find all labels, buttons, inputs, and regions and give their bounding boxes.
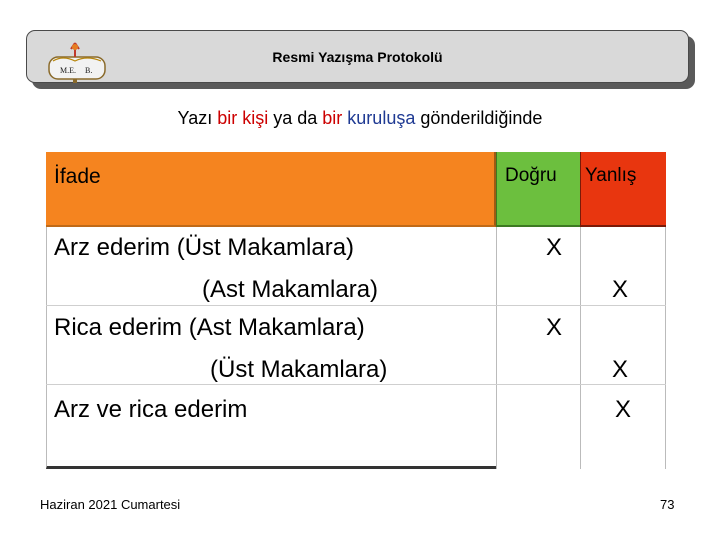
- subtitle-part-6: gönderildiğinde: [415, 108, 543, 128]
- table-body-yanlis: [580, 227, 666, 469]
- row-divider: [46, 305, 666, 306]
- table-row-1-dogru-mark: X: [546, 234, 563, 261]
- subtitle-part-4: bir: [322, 108, 343, 128]
- subtitle: [0, 108, 720, 129]
- header-yanlis-label: Yanlış: [585, 165, 637, 186]
- table-row-1-text: Arz ederim (Üst Makamlara): [54, 234, 355, 261]
- header-dogru-label: Doğru: [505, 165, 557, 186]
- subtitle-part-3: ya da: [268, 108, 323, 128]
- table-row-5-yanlis-mark: X: [615, 396, 632, 423]
- header-banner: [26, 30, 689, 83]
- subtitle-part-2: bir kişi: [217, 108, 269, 128]
- row-divider: [46, 384, 666, 385]
- table-row-4-yanlis-mark: X: [612, 356, 629, 383]
- logo-text-left: M.E.: [60, 66, 76, 75]
- header-ifade: [46, 152, 496, 227]
- table-row-3-dogru-mark: X: [546, 314, 563, 341]
- logo-text-right: B.: [85, 66, 93, 75]
- header-dogru: [496, 152, 580, 227]
- page-title: Resmi Yazışma Protokolü: [272, 48, 443, 65]
- table-row-5-text: Arz ve rica ederim: [54, 396, 248, 423]
- subtitle-part-1: Yazı: [177, 108, 218, 128]
- table-body-dogru: [496, 227, 580, 469]
- table-body-ifade: [46, 227, 496, 469]
- table-row-3-text: Rica ederim (Ast Makamlara): [54, 314, 365, 341]
- header-ifade-label: İfade: [54, 165, 101, 188]
- subtitle-part-5: kuruluşa: [342, 108, 416, 128]
- table-row-2-yanlis-mark: X: [612, 276, 629, 303]
- page-number: 73: [660, 497, 675, 512]
- header-yanlis: [580, 152, 666, 227]
- table-row-4-text: (Üst Makamlara): [210, 356, 388, 383]
- table-row-2-text: (Ast Makamlara): [202, 276, 379, 303]
- footer-date: Haziran 2021 Cumartesi: [40, 497, 181, 512]
